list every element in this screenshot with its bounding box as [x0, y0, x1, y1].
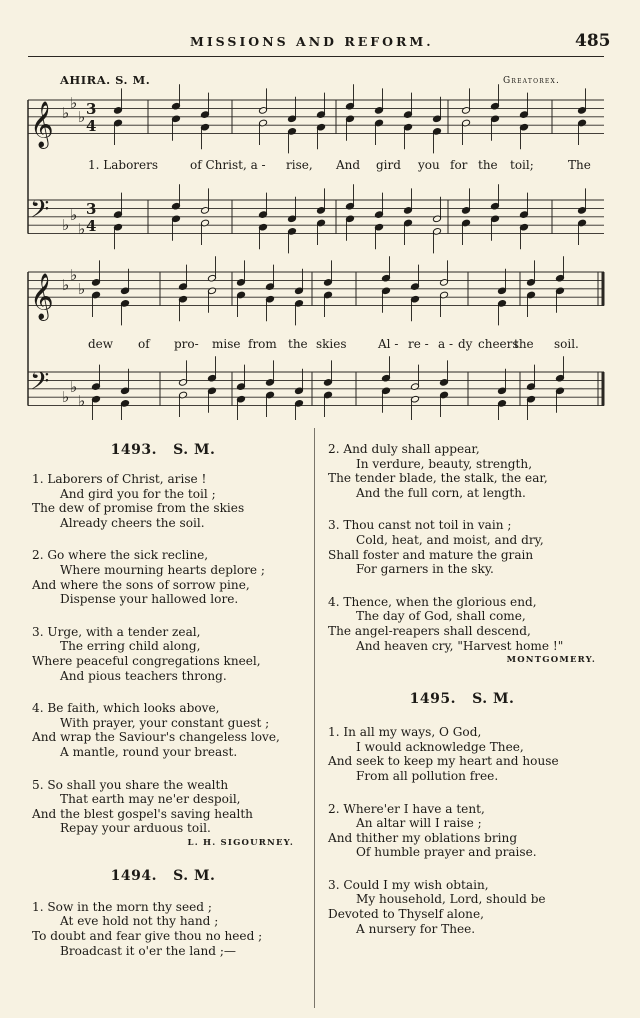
- flat-sign: ♭: [70, 378, 78, 396]
- stanza-line: A mantle, round your breast.: [60, 744, 238, 759]
- lyric-syllable: from: [248, 337, 277, 351]
- flat-sign: ♭: [70, 206, 78, 224]
- time-signature: 4: [86, 217, 97, 235]
- stanza-line: Devoted to Thyself alone,: [328, 907, 484, 922]
- stanza-line: 2. And duly shall appear,: [328, 442, 480, 456]
- flat-sign: ♭: [62, 388, 70, 406]
- stanza: [328, 802, 596, 860]
- lyric-syllable: dy: [458, 337, 473, 351]
- hymn-1494-text-right: [328, 442, 596, 653]
- lyric-syllable: Al -: [378, 337, 399, 351]
- music-score: [0, 0, 640, 420]
- lyric-syllable: soil.: [554, 337, 579, 351]
- stanza: [32, 472, 294, 530]
- lyric-syllable: 1. Laborers: [88, 158, 159, 172]
- stanza-line: And the full corn, at length.: [356, 485, 526, 500]
- stanza-line: Dispense your hallowed lore.: [60, 592, 239, 607]
- column-divider: [314, 428, 315, 1008]
- stanza-line: And pious teachers throng.: [60, 668, 227, 683]
- bass-clef: 𝄢: [30, 367, 50, 402]
- stanza-line: 2. Where'er I have a tent,: [328, 801, 485, 816]
- stanza-line: The erring child along,: [60, 639, 201, 654]
- hymn-heading-1494: [32, 868, 294, 884]
- flat-sign: ♭: [70, 266, 78, 284]
- stanza-line: 2. Go where the sick recline,: [32, 548, 209, 563]
- staff-lines: [28, 100, 604, 406]
- flat-sign: ♭: [78, 392, 86, 410]
- stanza: [32, 625, 294, 683]
- lyric-syllable: for: [450, 158, 468, 172]
- lyric-syllable: The: [568, 158, 591, 172]
- hymn-author: L. H. SIGOURNEY.: [187, 837, 294, 848]
- page-number: 485: [575, 31, 611, 51]
- hymn-meter: S. M.: [173, 867, 216, 884]
- stanza-line: And wrap the Saviour's changeless love,: [32, 730, 280, 745]
- time-signature: 4: [86, 117, 97, 135]
- stanza: [328, 878, 596, 936]
- hymn-1494-text-left: [32, 900, 294, 958]
- stanza-line: 3. Thou canst not toil in vain ;: [328, 518, 512, 533]
- lyric-syllable: And: [336, 158, 361, 172]
- flat-sign: ♭: [62, 104, 70, 122]
- stanza-line: 1. Sow in the morn thy seed ;: [32, 899, 212, 914]
- stanza-line: 4. Be faith, which looks above,: [32, 701, 220, 716]
- stanza-line: Repay your arduous toil.: [60, 821, 211, 836]
- notes: [92, 84, 587, 420]
- stanza-line: 3. Could I my wish obtain,: [328, 877, 489, 892]
- stanza-line: A nursery for Thee.: [356, 921, 476, 936]
- hymn-1493-text: [32, 472, 294, 836]
- running-title: MISSIONS AND REFORM.: [190, 34, 434, 49]
- stanza-line: The day of God, shall come,: [356, 609, 526, 624]
- stanza-line: With prayer, your constant guest ;: [60, 715, 270, 730]
- stanza-line: Broadcast it o'er the land ;—: [60, 943, 237, 958]
- hymn-heading-1495: [328, 691, 596, 707]
- stanza-line: 3. Urge, with a tender zeal,: [32, 624, 201, 639]
- stanza-line: And gird you for the toil ;: [60, 486, 216, 501]
- flat-sign: ♭: [62, 216, 70, 234]
- stanza-line: And thither my oblations bring: [328, 830, 518, 845]
- stanza-line: Cold, heat, and moist, and dry,: [356, 532, 544, 547]
- stanza-line: The angel-reapers shall descend,: [328, 623, 531, 638]
- lyric-syllable: pro-: [174, 337, 199, 351]
- left-column: [32, 432, 294, 958]
- lyric-syllable: dew: [88, 337, 114, 351]
- hymn-1495-text: [328, 725, 596, 936]
- stanza: [328, 595, 596, 653]
- flat-sign: ♭: [70, 94, 78, 112]
- lyric-syllable: rise,: [286, 158, 313, 172]
- flat-sign: ♭: [62, 276, 70, 294]
- stanza: [32, 548, 294, 606]
- stanza: [32, 900, 294, 958]
- stanza-line: And where the sons of sorrow pine,: [32, 577, 250, 592]
- treble-clef: 𝄞: [30, 101, 54, 148]
- stanza-line: 5. So shall you share the wealth: [32, 777, 229, 792]
- bass-clef: 𝄢: [30, 195, 50, 230]
- stanza-line: To doubt and fear give thou no heed ;: [32, 929, 263, 944]
- stanza-line: The dew of promise from the skies: [32, 501, 245, 516]
- composer: Greatorex.: [503, 76, 561, 86]
- stanza: [32, 778, 294, 836]
- lyric-syllable: cheers: [478, 337, 519, 351]
- stanza: [328, 442, 596, 500]
- stanza-line: And the blest gospel's saving health: [32, 806, 253, 821]
- lyric-syllable: the: [478, 158, 498, 172]
- hymn-number: 1493.: [110, 442, 157, 458]
- stanza-line: Of humble prayer and praise.: [356, 845, 537, 860]
- clefs: [30, 94, 96, 410]
- hymn-heading-1493: [32, 442, 294, 458]
- stanza-line: 1. Laborers of Christ, arise !: [32, 472, 207, 486]
- lyric-syllable: a -: [438, 337, 454, 351]
- stanza-line: The tender blade, the stalk, the ear,: [328, 471, 548, 486]
- stanza-line: An altar will I raise ;: [356, 816, 482, 831]
- time-signature: 3: [86, 100, 97, 118]
- lyric-syllable: of: [138, 337, 150, 351]
- hymn-meter: S. M.: [173, 442, 216, 458]
- flat-sign: ♭: [78, 220, 86, 238]
- stanza-line: And heaven cry, "Harvest home !": [356, 638, 564, 653]
- stanza: [32, 701, 294, 759]
- lyric-syllable: toil;: [510, 158, 534, 172]
- stanza-line: I would acknowledge Thee,: [356, 739, 524, 754]
- lyric-syllable: of Christ, a -: [190, 158, 266, 172]
- stanza-line: My household, Lord, should be: [356, 892, 546, 907]
- stanza-line: Where peaceful congregations kneel,: [32, 653, 261, 668]
- lyric-syllable: skies: [316, 337, 347, 351]
- stanza-line: 4. Thence, when the glorious end,: [328, 594, 537, 609]
- stanza-line: At eve hold not thy hand ;: [60, 914, 219, 929]
- time-signature: 3: [86, 200, 97, 218]
- barlines: [28, 100, 603, 406]
- stanza-line: Where mourning hearts deplore ;: [60, 562, 266, 577]
- lyric-syllable: gird: [376, 158, 401, 172]
- stanza-line: For garners in the sky.: [356, 562, 494, 577]
- flat-sign: ♭: [78, 108, 86, 126]
- stanza-line: Shall foster and mature the grain: [328, 547, 534, 562]
- stanza-line: 1. In all my ways, O God,: [328, 725, 482, 740]
- stanza-line: In verdure, beauty, strength,: [356, 456, 533, 471]
- stanza-line: And seek to keep my heart and house: [328, 754, 559, 769]
- treble-clef: 𝄞: [30, 273, 54, 320]
- stanza-line: Already cheers the soil.: [60, 515, 205, 530]
- hymn-number: 1495.: [409, 691, 456, 708]
- lyric-syllable: the: [514, 337, 534, 351]
- tune-name: AHIRA. S. M.: [60, 73, 151, 87]
- lyric-syllable: re -: [408, 337, 429, 351]
- flat-sign: ♭: [78, 280, 86, 298]
- lyric-syllable: the: [288, 337, 308, 351]
- hymn-author: MONTGOMERY.: [506, 655, 596, 666]
- stanza-line: From all pollution free.: [356, 768, 499, 783]
- stanza: [328, 518, 596, 576]
- lyric-syllable: mise: [212, 337, 241, 351]
- hymn-meter: S. M.: [472, 691, 515, 708]
- stanza: [328, 725, 596, 783]
- stanza-line: That earth may ne'er despoil,: [60, 792, 241, 807]
- right-column: [328, 442, 596, 936]
- lyric-syllable: you: [418, 158, 440, 172]
- hymn-number: 1494.: [110, 867, 157, 884]
